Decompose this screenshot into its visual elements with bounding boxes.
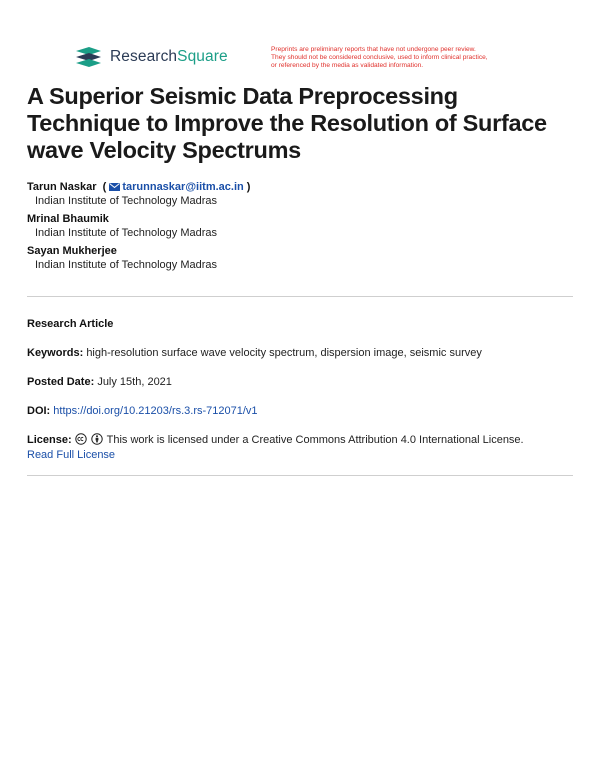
- posted-date-value: July 15th, 2021: [97, 376, 172, 388]
- preprint-notice-line: Preprints are preliminary reports that have not undergone peer review.: [271, 46, 476, 53]
- author-name-text: Tarun Naskar: [27, 181, 97, 193]
- doi-row: [27, 404, 577, 419]
- author-affiliation: Indian Institute of Technology Madras: [35, 195, 218, 207]
- author-name: Sayan Mukherjee: [27, 245, 117, 257]
- license-label: License:: [27, 434, 72, 446]
- doi-label: DOI:: [27, 405, 51, 417]
- attribution-icon: [91, 433, 103, 445]
- creative-commons-icon: [75, 433, 87, 445]
- keywords-value: high-resolution surface wave velocity spectrum, dispersion image, seismic survey: [86, 347, 482, 359]
- author-name: Mrinal Bhaumik: [27, 213, 109, 225]
- doi-link[interactable]: https://doi.org/10.21203/rs.3.rs-712071/v1: [53, 405, 258, 417]
- license-text: This work is licensed under a Creative Commons Attribution 4.0 International License.: [106, 434, 524, 446]
- divider-top: [27, 296, 573, 297]
- posted-date-row: [27, 375, 577, 390]
- author-list: [27, 180, 567, 276]
- author-affiliation: Indian Institute of Technology Madras: [35, 227, 218, 239]
- read-full-license-link[interactable]: Read Full License: [27, 449, 116, 461]
- preprint-notice-line: or referenced by the media as validated information.: [271, 62, 424, 69]
- author-name: Tarun Naskar ( tarunnaskar@iitm.ac.in ): [27, 181, 251, 193]
- author-affiliation: Indian Institute of Technology Madras: [35, 259, 218, 271]
- preprint-notice-line: They should not be considered conclusive, used to inform clinical practice,: [271, 54, 488, 61]
- article-type-text: Research Article: [27, 318, 114, 330]
- license-row: [27, 433, 577, 463]
- article-type: [27, 317, 577, 332]
- research-square-logo-icon: [75, 46, 102, 68]
- keywords-row: [27, 346, 577, 361]
- logo-word-square: Square: [177, 48, 228, 65]
- keywords-label: Keywords:: [27, 347, 84, 359]
- logo-wordmark: [110, 47, 228, 67]
- research-square-logo[interactable]: [75, 46, 228, 68]
- preprint-notice: [271, 46, 541, 70]
- author-email-link[interactable]: tarunnaskar@iitm.ac.in: [122, 181, 244, 193]
- logo-word-research: Research: [110, 48, 178, 65]
- mail-icon: [109, 183, 120, 191]
- paper-title: A Superior Seismic Data Preprocessing Technique to Improve the Resolution of Surface wave Velocity Spectrums: [27, 83, 547, 163]
- posted-date-label: Posted Date:: [27, 376, 95, 388]
- divider-bottom: [27, 475, 573, 476]
